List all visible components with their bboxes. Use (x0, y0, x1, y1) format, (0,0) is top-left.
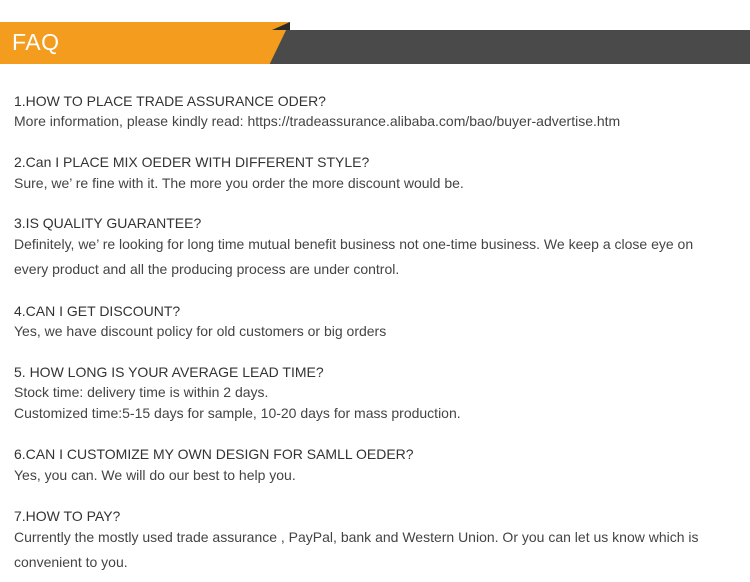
faq-answer-5-line-2: Customized time:5-15 days for sample, 10-20 days for mass production. (14, 405, 461, 421)
faq-question-3: 3.IS QUALITY GUARANTEE? (14, 215, 202, 231)
faq-question-1: 1.HOW TO PLACE TRADE ASSURANCE ODER? (14, 93, 326, 109)
page-title: FAQ (12, 29, 60, 55)
faq-banner (0, 0, 750, 66)
faq-answer-6-line-1: Yes, you can. We will do our best to help you. (14, 467, 296, 483)
faq-question-2: 2.Can I PLACE MIX OEDER WITH DIFFERENT STYLE? (14, 154, 370, 170)
faq-answer-4-line-1: Yes, we have discount policy for old customers or big orders (14, 323, 387, 339)
faq-question-5: 5. HOW LONG IS YOUR AVERAGE LEAD TIME? (14, 364, 324, 380)
faq-question-7: 7.HOW TO PAY? (14, 508, 121, 524)
faq-answer-1-line-1: More information, please kindly read: https://tradeassurance.alibaba.com/bao/buyer-advertise.htm (14, 113, 621, 129)
banner-notch (272, 22, 290, 30)
faq-answer-7-line-1: Currently the mostly used trade assurance , PayPal, bank and Western Union. Or you can let us know which is (14, 529, 699, 545)
faq-answer-3-line-1: Definitely, we’ re looking for long time mutual benefit business not one-time business. We keep a close eye on (14, 236, 694, 252)
faq-question-6: 6.CAN I CUSTOMIZE MY OWN DESIGN FOR SAMLL OEDER? (14, 446, 414, 462)
faq-answer-7-line-2: convenient to you. (14, 554, 128, 570)
faq-answer-5-line-1: Stock time: delivery time is within 2 days. (14, 384, 269, 400)
faq-answer-3-line-2: every product and all the producing process are under control. (14, 261, 400, 277)
faq-answer-2-line-1: Sure, we’ re fine with it. The more you order the more discount would be. (14, 175, 464, 191)
faq-question-4: 4.CAN I GET DISCOUNT? (14, 303, 181, 319)
